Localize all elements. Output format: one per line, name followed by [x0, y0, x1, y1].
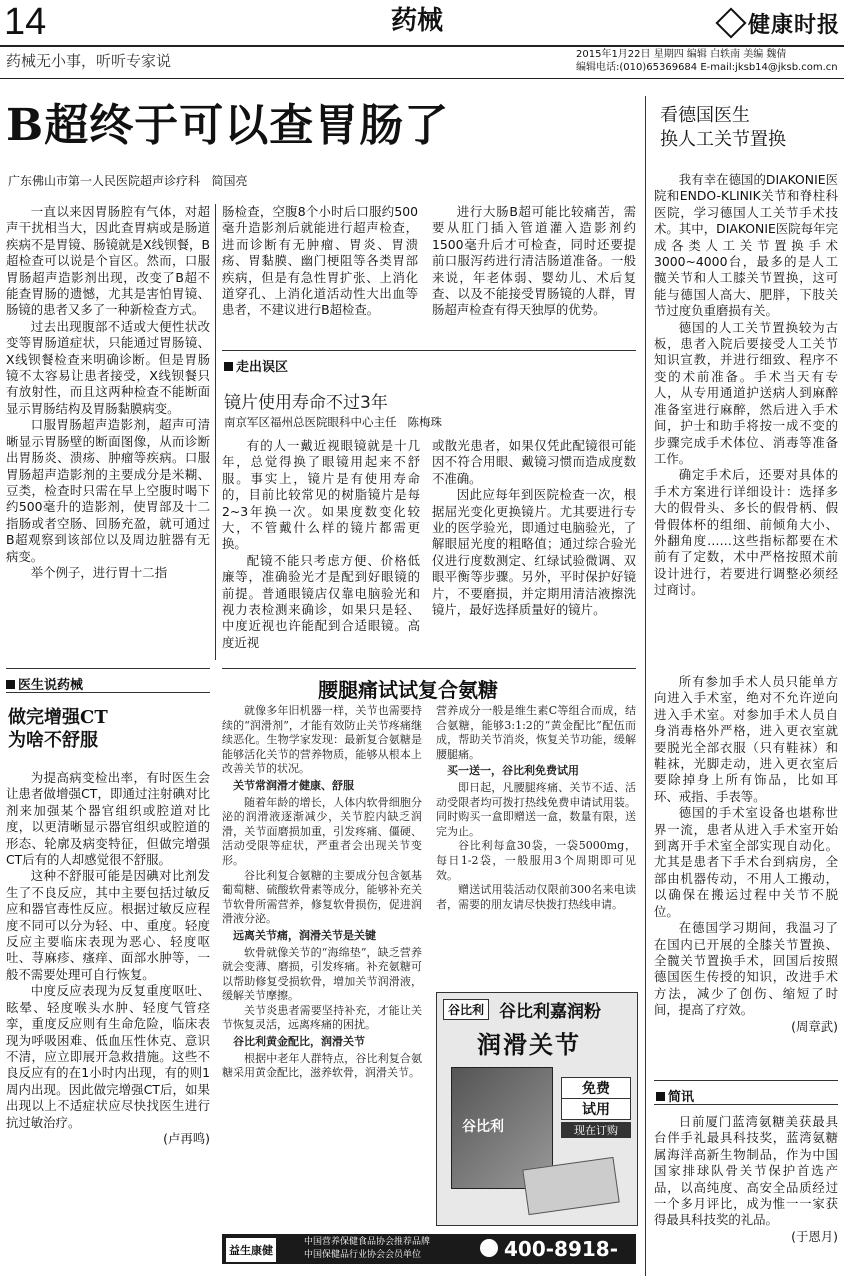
- ad-paragraph: 根据中老年人群特点，谷比利复合氨糖采用黄金配比，滋养软骨，润滑关节。: [222, 1051, 422, 1080]
- ad-badge-line1: 免费: [561, 1077, 631, 1099]
- main-paragraph: 口服胃肠超声造影剂，超声可清晰显示胃肠壁的断面图像，从而诊断出胃肠炎、溃疡、肿瘤等疾病。口服胃肠超声造影剂的主要成分是米糊、豆类，检查时只需在早上空腹时喝下约500毫升的造影剂，使胃部及十二指肠或者空肠、回肠充盈，就可通过B超观察到该部位以及周边脏器有无病变。: [6, 417, 210, 564]
- ad-footer-line1: 中国营养保健食品协会推荐品牌: [304, 1237, 431, 1247]
- masthead: [720, 8, 840, 39]
- main-byline: [8, 172, 247, 189]
- doctor-body-continued: [654, 674, 838, 1064]
- ad-product-label: 谷比利: [462, 1119, 504, 1135]
- section-divider: [222, 350, 636, 351]
- glasses-tag: [224, 356, 288, 375]
- ad-column-1: [222, 704, 422, 1226]
- glasses-tag-label: 走出误区: [236, 360, 289, 375]
- main-paragraph: 过去出现腹部不适或大便性状改变等胃肠道症状，只能通过胃肠镜、X线钡餐检查来明确诊断。但是胃肠镜不太容易让患者接受，X线钡餐只有放射性，而且这两种检查不能断面显示胃肠结构及胃肠黏膜病变。: [6, 318, 210, 416]
- ad-subheading: 买一送一，谷比利免费试用: [447, 764, 579, 778]
- main-paragraph: 一直以来因胃肠腔有气体，对超声干扰相当大，因此查胃病或是肠道疾病不是胃镜、肠镜就是X线钡餐，B超检查可以说是个盲区。然而，口服胃肠超声造影剂出现，改变了B超不能查胃肠的遗憾，尤其是害怕胃镜、肠镜的患者又多了一种新检查方式。: [6, 204, 210, 318]
- ad-paragraph: 赠送试用装活动仅限前300名来电读者，需要的朋友请尽快拨打热线申请。: [436, 883, 636, 911]
- ct-paragraph: 这种不舒服可能是因碘对比剂发生了不良反应，其中主要包括过敏反应和器官毒性反应。根据过敏反应程度不同可以分为轻、中、重度。轻度反应主要临床表现为恶心、轻度呕吐、荨麻疹、瘙痒、面部水肿等，一般不需要处理可自行恢复。: [6, 868, 210, 982]
- page-number: 14: [4, 1, 47, 43]
- ad-subheading: 远离关节痛，润滑关节是关键: [233, 928, 376, 942]
- doctor-paragraph: 在德国学习期间，我温习了在国内已开展的全膝关节置换、全髋关节置换手术，回国后按照德国医生传授的知识，改进手术方法，减少了创伤、缩短了时间，提高了疗效。: [654, 920, 838, 1018]
- ad-footer-logo: 益生康健: [226, 1238, 276, 1262]
- doctor-paragraph: 确定手术后，还要对具体的手术方案进行详细设计：选择多大的假骨头、多长的假骨柄、假骨假体杯的组细、前倾角大小、外翻角度……这些指标都要在术前有了定数，术中严格按照术前设计进行，若要进行调整必须经过商讨。: [654, 467, 838, 598]
- main-column-2: [222, 204, 418, 340]
- doctor-paragraph: 德国的手术室设备也堪称世界一流，患者从进入手术室开始到离开手术室全部实现自动化。尤其是患者下手术台到病房，全部由机器传动，不用人工搬动，以确保在搬运过程中关节不脱位。: [654, 805, 838, 919]
- ct-author: (卢再鸣): [163, 1130, 210, 1146]
- ad-subheading: 关节常润滑才健康、舒服: [233, 778, 354, 792]
- glasses-byline: [224, 414, 442, 430]
- doctor-body: [654, 172, 838, 672]
- section-divider: [654, 1080, 838, 1081]
- ct-tag: [6, 674, 83, 693]
- main-byline-org: 广东佛山市第一人民医院超声诊疗科: [8, 174, 201, 188]
- tag-underline: [6, 692, 210, 693]
- ad-paragraph: 随着年龄的增长，人体内软骨细胞分泌的润滑液逐渐减少，关节腔内缺乏润滑，关节面磨损加重，引发疼痛、僵硬、活动受限等症状，严重者会出现关节变形。: [222, 795, 422, 867]
- doctor-paragraph: 我有幸在德国的DIAKONIE医院和ENDO-KLINIK关节和脊柱科医院，学习德国人工关节手术技术。其中，DIAKONIE医院每年完成各类人工关节置换手术3000~4000台，最多的是人工髋关节和人工膝关节置换，这可能与德国人高大、肥胖，下肢关节过度负重磨损有关。: [654, 172, 838, 319]
- brief-body: [654, 1114, 838, 1284]
- ad-paragraph: 关节炎患者需要坚持补充，才能让关节恢复灵活，远离疼痛的困扰。: [222, 1003, 422, 1032]
- glasses-byline-org: 南京军区福州总医院眼科中心主任: [224, 415, 397, 429]
- main-paragraph: 肠检查，空腹8个小时后口服约500毫升造影剂后就能进行超声检查，进而诊断有无肿瘤、胃炎、胃溃疡、胃黏膜、幽门梗阻等各类胃部疾病，但是有急性胃扩张、上消化道穿孔、上消化道活动性大出血等患者，不建议进行B超检查。: [222, 204, 418, 318]
- ad-box-title: 谷比利嘉润粉: [499, 1002, 601, 1022]
- brief-tag-label: 简讯: [668, 1090, 695, 1105]
- ct-title-line2: 为啥不舒服: [8, 730, 98, 751]
- ct-paragraph: 为提高病变检出率，有时医生会让患者做增强CT，即通过注射碘对比剂来加强某个器官组织或腔道对比度，以更清晰显示器官组织或腔道的形态、轮廓及病变特征，但做完增强CT后有的人却感觉很不舒服。: [6, 770, 210, 868]
- section-title: 药械: [391, 6, 444, 36]
- doctor-title: [660, 104, 786, 152]
- ad-footer-line2: 中国保健品行业协会会员单位: [304, 1250, 422, 1260]
- glasses-paragraph: 因此应每年到医院检查一次，根据屈光变化更换镜片。尤其要进行专业的医学验光，即通过电脑验光，了解眼屈光度的粗略值；通过综合验光仪进行度数测定、红绿试验微调、双眼平衡等步骤。另外，平时保护好镜片，不要磨损，并定期用清洁液擦洗镜片，最好选择质量好的镜片。: [432, 487, 636, 618]
- glasses-column-1: [222, 438, 420, 660]
- column-divider: [645, 96, 646, 1276]
- glasses-paragraph: 有的人一戴近视眼镜就是十几年，总觉得换了眼镜用起来不舒服。事实上，镜片是有使用寿命的，目前比较常见的树脂镜片是每2~3年换一次。如果度数变化较大，不管戴什么样的镜片都需更换。: [222, 438, 420, 552]
- main-column-3: [432, 204, 636, 340]
- glasses-title: 镜片使用寿命不过3年: [224, 393, 388, 413]
- section-divider: [222, 668, 636, 669]
- main-paragraph: 进行大肠B超可能比较痛苦，需要从肛门插入管道灌入造影剂约1500毫升后才可检查，同时还要提前口服泻药进行清洁肠道准备。一般来说，年老体弱、婴幼儿、术后复查、以及不能接受胃肠镜的人群，胃肠超声检查有得天独厚的优势。: [432, 204, 636, 318]
- doctor-paragraph: 所有参加手术人员只能单方向进入手术室，绝对不允许逆向进入手术室。对参加手术人员自身消毒格外严格，进入更衣室就要脱光全部衣服（只有鞋袜）和鞋袜，光脚走动，进入更衣室后要除掉身上所有饰品，比如耳环、戒指、手表等。: [654, 674, 838, 804]
- ct-paragraph: 中度反应表现为反复重度呕吐、眩晕、轻度喉头水肿、轻度气管痉挛，重度反应则有生命危险，临床表现为呼吸困难、低血压性休克、意识不清，应立即展开急救措施。这些不良反应有的在1小时内出现，有的则1周内出现。因此做完增强CT后，如果出现以上不适症状应尽快找医生进行抗过敏治疗。: [6, 983, 210, 1130]
- tag-square-icon: [6, 680, 15, 689]
- tag-square-icon: [656, 1092, 665, 1101]
- ct-title-line1: 做完增强CT: [8, 707, 108, 728]
- brief-author: (于恩月): [791, 1228, 838, 1244]
- column-divider: [215, 204, 216, 660]
- doctor-paragraph: 德国的人工关节置换较为古板，患者入院后要接受人工关节知识宣教，并进行细致、程序不变的术前准备。手术当天有专人，从专用通道护送病人到麻醉准备室进行麻醉，然后进入手术间，护士和助手将按一成不变的步骤完成手术体位、消毒等准备工作。: [654, 319, 838, 466]
- glasses-byline-author: 陈梅珠: [407, 415, 442, 429]
- ad-badge-line2: 试用: [561, 1099, 631, 1120]
- tag-square-icon: [224, 362, 233, 371]
- brief-tag: [656, 1086, 694, 1105]
- masthead-logo-icon: [715, 7, 746, 38]
- glasses-column-2: [432, 438, 636, 660]
- ad-title: 腰腿痛试试复合氨糖: [318, 678, 498, 702]
- header-rule: [0, 45, 844, 47]
- ad-subheading: 谷比利黄金配比，润滑关节: [233, 1035, 365, 1049]
- masthead-name: 健康时报: [748, 12, 841, 38]
- ct-title: [8, 706, 108, 752]
- ad-phone-number: 400-8918-005: [504, 1237, 619, 1285]
- main-byline-author: 简国亮: [211, 174, 248, 188]
- issue-contact-line: 编辑电话:(010)65369684 E-mail:jksb14@jksb.com.cn: [576, 62, 838, 73]
- glasses-paragraph: 或散光患者，如果仅凭此配镜很可能因不符合用眼、戴镜习惯而造成度数不准确。: [432, 438, 636, 486]
- ad-free-trial-badge: [561, 1077, 631, 1138]
- brief-paragraph: 日前厦门蓝湾氨糖美获最具台伴手礼最具科技奖，蓝湾氨糖属海洋高新生物制品，作为中国国家排球队骨关节保护首选产品，以高纯度、高安全品质经过一个多月评比，成为惟一一家获得最具科技奖的礼品。: [654, 1114, 838, 1228]
- ad-footer-text: [304, 1236, 474, 1262]
- section-slogan: 药械无小事，听听专家说: [6, 52, 172, 70]
- doctor-title-line2: 换人工关节置换: [660, 129, 786, 150]
- ad-column-2: [436, 704, 636, 986]
- phone-icon: [480, 1239, 498, 1257]
- ad-paragraph: 即日起，凡腰腿疼痛、关节不适、活动受限者均可拨打热线免费申请试用装。同时购买一盒即赠送一盒，数量有限，送完为止。: [436, 780, 636, 838]
- section-divider: [6, 668, 210, 669]
- ad-paragraph: 软骨就像关节的“海绵垫”，缺乏营养就会变薄、磨损，引发疼痛。补充氨糖可以帮助修复受损软骨，增加关节润滑液，缓解关节摩擦。: [222, 945, 422, 1003]
- main-headline: B超终于可以查胃肠了: [6, 100, 450, 151]
- tag-underline: [654, 1104, 838, 1105]
- main-column-1: [6, 204, 210, 660]
- ad-paragraph: 谷比利复合氨糖的主要成分包含氨基葡萄糖、硫酸软骨素等成分，能够补充关节软骨所需营养，修复软骨损伤，促进润滑液分泌。: [222, 868, 422, 926]
- issue-date-line: 2015年1月22日 星期四 编辑 白轶南 美编 魏倩: [576, 49, 787, 60]
- ad-paragraph: 就像多年旧机器一样，关节也需要持续的“润滑剂”，才能有效防止关节疼痛继续恶化。生物学家发现：最新复合氨糖是能够活化关节的营养物质，能够从根本上改善关节的状况。: [222, 704, 422, 776]
- doctor-title-line1: 看德国医生: [660, 105, 750, 126]
- ad-product-box: [436, 992, 638, 1226]
- ct-body: [6, 770, 210, 1260]
- issue-meta: [576, 48, 838, 74]
- ad-brand-badge: 谷比利: [443, 999, 489, 1020]
- ad-badge-line3: 现在订购: [561, 1122, 631, 1138]
- ad-paragraph: 营养成分一般是维生素C等组合而成，结合氨糖，能够3:1:2的“黄金配比”配伍而成，帮助关节消炎，恢复关节功能，缓解腰腿痛。: [436, 704, 636, 761]
- glasses-paragraph: 配镜不能只考虑方便、价格低廉等，准确验光才是配到好眼镜的前提。普通眼镜店仅靠电脑验光和视力表检测来确诊，如果只是轻、中度近视也许能配到合适眼镜。高度近视: [222, 552, 420, 650]
- header-rule-bottom: [0, 78, 844, 79]
- main-paragraph: 举个例子，进行胃十二指: [30, 564, 168, 580]
- doctor-author: (周章武): [791, 1018, 838, 1034]
- ad-paragraph: 谷比利每盒30袋，一袋5000mg，每日1-2袋，一般服用3个周期即可见效。: [436, 839, 636, 882]
- ad-footer-bar: [222, 1234, 636, 1285]
- ad-box-subtitle: 润滑关节: [477, 1030, 581, 1059]
- ct-tag-label: 医生说药械: [18, 678, 84, 693]
